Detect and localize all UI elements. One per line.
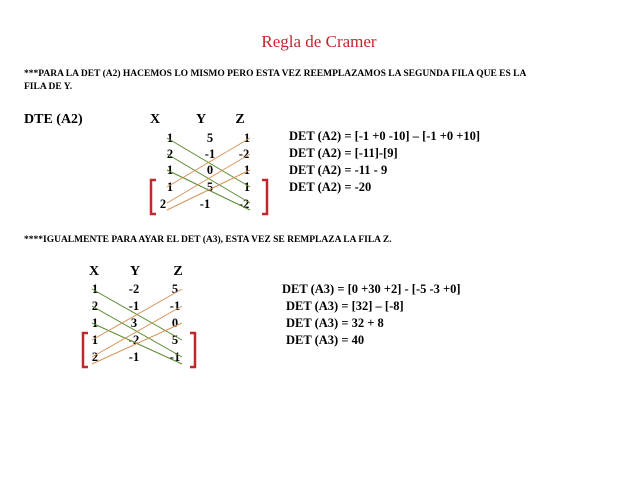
matrix2-cell: 1	[91, 333, 99, 347]
matrix2-cell: -1	[128, 299, 140, 313]
label-a2: DTE (A2)	[24, 112, 83, 127]
note-a2-line1: ***PARA LA DET (A2) HACEMOS LO MISMO PERO ESTA VEZ REEMPLAZAMOS LA SEGUNDA FILA QUE ES LA	[24, 69, 527, 79]
left-bracket	[83, 333, 88, 367]
matrix2-cell: -1	[169, 350, 181, 364]
matrix1-cell: 5	[206, 131, 214, 145]
matrix1-cell: 1	[166, 163, 174, 177]
matrix2-header-x: X	[88, 264, 100, 279]
matrix1-cell: 1	[166, 131, 174, 145]
matrix1-cell: 1	[166, 180, 174, 194]
matrix2-cell: -2	[128, 282, 140, 296]
matrix2-cell: 3	[130, 316, 138, 330]
matrix1-cell: 1	[243, 163, 251, 177]
matrix1-cell: 2	[166, 147, 174, 161]
left-bracket	[151, 180, 156, 214]
matrix1-header-x: X	[149, 112, 161, 127]
right-bracket	[262, 180, 267, 214]
matrix1-cell: -1	[204, 147, 216, 161]
note-a2-line2: FILA DE Y.	[24, 82, 73, 92]
matrix2-cell: 2	[91, 350, 99, 364]
matrix2-header-z: Z	[173, 264, 183, 279]
matrix2-cell: -1	[128, 350, 140, 364]
matrix2-cell: -1	[169, 299, 181, 313]
matrix1-cell: 1	[243, 180, 251, 194]
equation-a2-1: DET (A2) = [-1 +0 -10] – [-1 +0 +10]	[289, 129, 481, 143]
matrix1-cell: 0	[206, 163, 214, 177]
equation-a3-3: DET (A3) = 32 + 8	[286, 316, 384, 330]
page-title: Regla de Cramer	[261, 32, 377, 51]
matrix2-cell: 1	[91, 282, 99, 296]
matrix2-cell: 0	[171, 316, 179, 330]
equation-a2-3: DET (A2) = -11 - 9	[289, 163, 388, 177]
matrix1-cell: -1	[199, 197, 211, 211]
matrix1-cell: 2	[159, 197, 167, 211]
matrix1-cell: -2	[238, 147, 250, 161]
equation-a2-4: DET (A2) = -20	[289, 180, 372, 194]
matrix1-cell: -2	[238, 197, 250, 211]
matrix2-cell: 5	[171, 282, 179, 296]
matrix1-header-y: Y	[195, 112, 207, 127]
equation-a3-1: DET (A3) = [0 +30 +2] - [-5 -3 +0]	[282, 282, 461, 296]
right-bracket	[190, 333, 195, 367]
matrix2-cell: 1	[91, 316, 99, 330]
equation-a3-4: DET (A3) = 40	[286, 333, 365, 347]
matrix1-cell: 1	[243, 131, 251, 145]
matrix2-cell: -2	[128, 333, 140, 347]
note-a3: ****IGUALMENTE PARA AYAR EL DET (A3), ESTA VEZ SE REMPLAZA LA FILA Z.	[24, 235, 392, 245]
matrix1-header-z: Z	[235, 112, 245, 127]
matrix2-cell: 5	[171, 333, 179, 347]
matrix2-cell: 2	[91, 299, 99, 313]
matrix1-cell: 5	[206, 180, 214, 194]
equation-a3-2: DET (A3) = [32] – [-8]	[286, 299, 404, 313]
equation-a2-2: DET (A2) = [-11]-[9]	[289, 146, 398, 160]
matrix2-header-y: Y	[129, 264, 141, 279]
